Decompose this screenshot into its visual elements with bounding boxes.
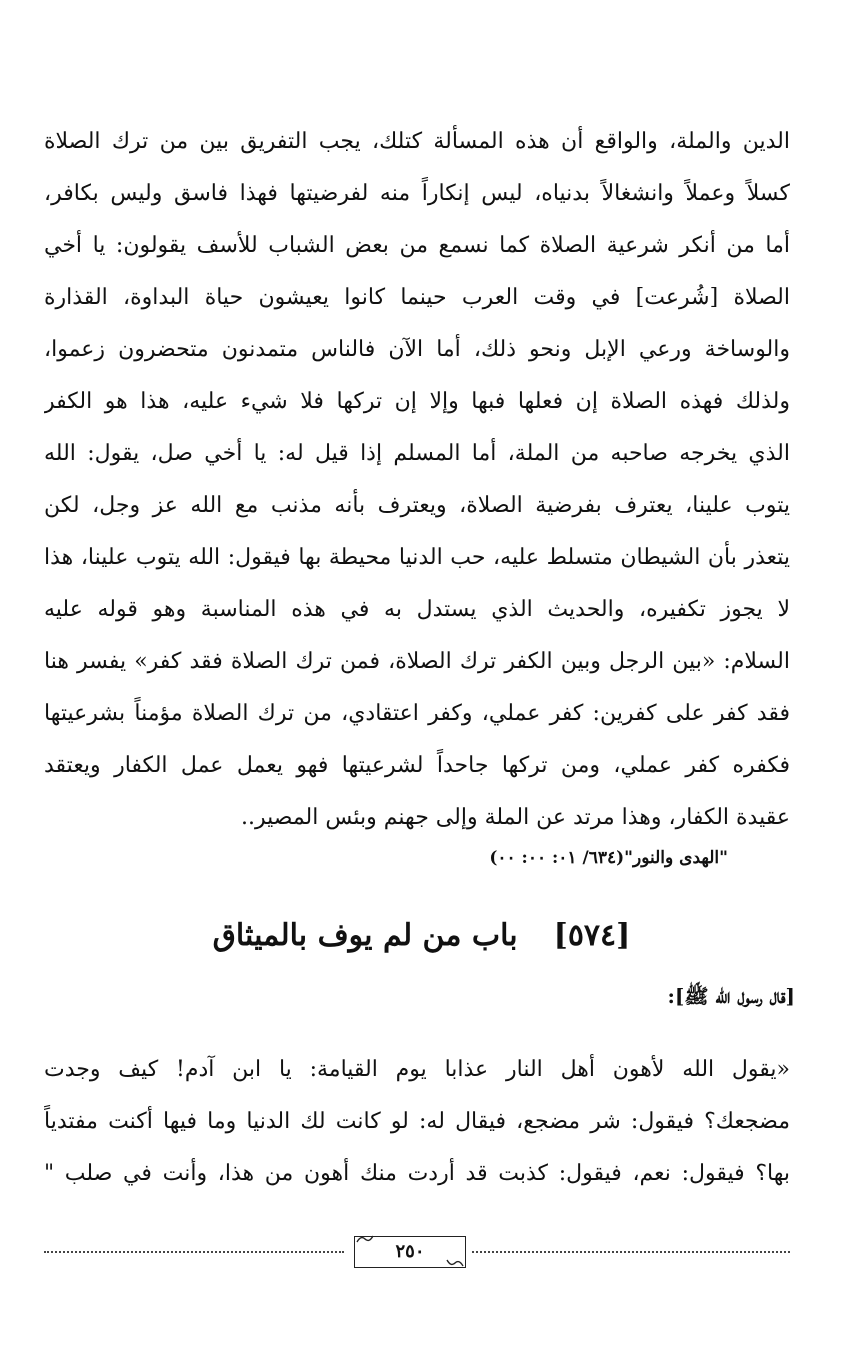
body-line: لا يجوز تكفيره، والحديث الذي يستدل به في هذه المناسبة وهو قوله عليه <box>44 597 790 622</box>
page-footer <box>44 1232 790 1276</box>
body-line: والوساخة ورعي الإبل ونحو ذلك، أما الآن فالناس متمدنون متحضرون زعموا، <box>44 337 790 362</box>
page-number: ٢٥٠ <box>354 1236 466 1268</box>
hadith-line: مضجعك؟ فيقول: شر مضجع، فيقال له: لو كانت لك الدنيا وما فيها أكنت مفتدياً <box>44 1109 790 1134</box>
body-line: عقيدة الكفار، وهذا مرتد عن الملة وإلى جهنم وبئس المصير.. <box>240 805 790 830</box>
hadith-line: بها؟ فيقول: نعم، فيقول: كذبت قد أردت منك أهون من هذا، وأنت في صلب " <box>44 1161 790 1186</box>
source-citation: "الهدى والنور"(٦٣٤/ ٠١: ٠٠: ٠٠) <box>489 848 728 868</box>
ornament-icon <box>356 1234 374 1244</box>
body-line: الصلاة [شُرعت] في وقت العرب حينما كانوا يعيشون حياة البداوة، القذارة <box>44 285 790 310</box>
footer-divider <box>472 1251 790 1253</box>
hadith-attribution: [قال رسول الله ﷺ]: <box>667 984 795 1008</box>
chapter-number: [٥٧٤] <box>553 918 631 953</box>
body-line: الدين والملة، والواقع أن هذه المسألة كتلك، يجب التفريق بين من ترك الصلاة <box>44 129 790 154</box>
hadith-paragraph <box>44 1044 790 1200</box>
footer-divider <box>44 1251 344 1253</box>
ornament-icon <box>446 1258 464 1268</box>
body-line: فكفره كفر عملي، ومن تركها جاحداً لشرعيتها فهو يعمل عمل الكفار ويعتقد <box>44 753 790 778</box>
chapter-title: باب من لم يوف بالميثاق <box>212 918 518 953</box>
body-line: ولذلك فهذه الصلاة إن فعلها فبها وإلا إن تركها فلا شيء عليه، هذا هو الكفر <box>44 389 790 414</box>
body-line: كسلاً وعملاً وانشغالاً بدنياه، ليس إنكاراً منه لفرضيتها فهذا فاسق وليس بكافر، <box>44 181 790 206</box>
body-line: فقد كفر على كفرين: كفر عملي، وكفر اعتقادي، من ترك الصلاة مؤمناً بشرعيتها <box>44 701 790 726</box>
body-line: السلام: «بين الرجل وبين الكفر ترك الصلاة، فمن ترك الصلاة فقد كفر» يفسر هنا <box>44 649 790 674</box>
body-line: أما من أنكر شرعية الصلاة كما نسمع من بعض الشباب للأسف يقولون: يا أخي <box>44 233 790 258</box>
body-line: يتوب علينا، يعترف بفرضية الصلاة، ويعترف بأنه مذنب مع الله عز وجل، لكن <box>44 493 790 518</box>
body-line: يتعذر بأن الشيطان متسلط عليه، حب الدنيا محيطة بها فيقول: الله يتوب علينا، هذا <box>44 545 790 570</box>
body-paragraph <box>44 116 790 844</box>
body-line: الذي يخرجه صاحبه من الملة، أما المسلم إذا قيل له: يا أخي صل، يقول: الله <box>44 441 790 466</box>
hadith-line: «يقول الله لأهون أهل النار عذابا يوم القيامة: يا ابن آدم! كيف وجدت <box>44 1057 790 1082</box>
chapter-heading <box>0 918 843 953</box>
